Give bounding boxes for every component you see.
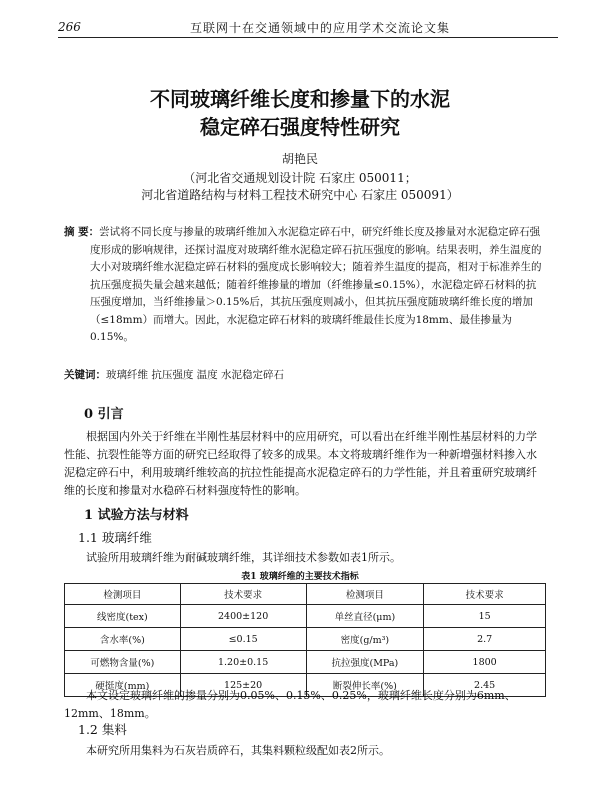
table-cell: 含水率(%)	[65, 628, 181, 651]
journal-title: 互联网十在交通领域中的应用学术交流论文集	[190, 21, 451, 35]
table-row	[65, 651, 546, 674]
section-1-2-paragraph: 本研究所用集料为石灰岩质碎石，其集料颗粒级配如表2所示。	[86, 744, 390, 757]
section-1-heading: 1 试验方法与材料	[84, 508, 189, 523]
table-cell: ≤0.15	[180, 628, 306, 651]
header-rule	[58, 37, 558, 38]
section-1-1-paragraph: 试验所用玻璃纤维为耐碱玻璃纤维，其详细技术参数如表1所示。	[86, 551, 401, 564]
table-cell: 2.45	[424, 674, 546, 697]
table-cell: 15	[424, 605, 546, 628]
table-cell: 硬挺度(mm)	[65, 674, 181, 697]
table-cell: 可燃物含量(%)	[65, 651, 181, 674]
section-1-1-heading: 1.1 玻璃纤维	[78, 530, 152, 545]
table-1-caption: 表1 玻璃纤维的主要技术指标	[241, 572, 359, 582]
section-1-2-heading: 1.2 集料	[78, 722, 127, 737]
table-header-cell: 技术要求	[180, 584, 306, 605]
affiliation-2: 河北省道路结构与材料工程技术研究中心 石家庄 050091）	[141, 188, 459, 202]
table-cell: 125±20	[180, 674, 306, 697]
table-cell: 1800	[424, 651, 546, 674]
table-cell: 单丝直径(μm)	[306, 605, 424, 628]
table-cell: 1.20±0.15	[180, 651, 306, 674]
table-cell: 2.7	[424, 628, 546, 651]
table-cell: 抗拉强度(MPa)	[306, 651, 424, 674]
paper-title-line-2: 稳定碎石强度特性研究	[200, 115, 400, 139]
page-number: 266	[58, 20, 81, 34]
keywords-text: 玻璃纤维 抗压强度 温度 水泥稳定碎石	[106, 369, 285, 381]
table-1	[64, 583, 546, 697]
table-cell: 2400±120	[180, 605, 306, 628]
table-row	[65, 605, 546, 628]
abstract-text: 尝试将不同长度与掺量的玻璃纤维加入水泥稳定碎石中，研究纤维长度及掺量对水泥稳定碎石强度形成的影响规律，还探讨温度对玻璃纤维水泥稳定碎石抗压强度的影响。结果表明，养生温度的大小对玻璃纤维水泥稳定碎石材料的强度成长影响较大；随着养生温度的提高，相对于标准养生的抗压强度损失量会越来越低；随着纤维掺量的增加（纤维掺量≤0.15%），水泥稳定碎石材料的抗压强度增加，当纤维掺量＞0.15%后，其抗压强度则减小，但其抗压强度随玻璃纤维长度的增加（≤18mm）而增大。因此，水泥稳定碎石材料的玻璃纤维最佳长度为18mm、最佳掺量为0.15%。	[90, 226, 542, 343]
keywords-label: 关键词：	[64, 369, 106, 381]
table-header-cell: 技术要求	[424, 584, 546, 605]
table-header-cell: 检测项目	[306, 584, 424, 605]
table-header-cell: 检测项目	[65, 584, 181, 605]
table-row	[65, 628, 546, 651]
abstract-label: 摘 要：	[64, 226, 100, 238]
keywords	[64, 367, 284, 382]
section-0-paragraph: 根据国内外关于纤维在半刚性基层材料中的应用研究，可以看出在纤维半刚性基层材料的力学性能、抗裂性能等方面的研究已经取得了较多的成果。本文将玻璃纤维作为一种新增强材料掺入水泥稳定碎石中，利用玻璃纤维较高的抗拉性能提高水泥稳定碎石的力学性能，并且着重研究玻璃纤维的长度和掺量对水稳碎石材料强度特性的影响。	[64, 430, 537, 497]
affiliation-1: （河北省交通规划设计院 石家庄 050011；	[183, 171, 417, 185]
table-cell: 线密度(tex)	[65, 605, 181, 628]
author: 胡艳民	[281, 152, 318, 166]
fiber-dosage-paragraph: 本文设定玻璃纤维的掺量分别为0.05%、0.15%、0.25%，玻璃纤维长度分别为6mm、12mm、18mm。	[64, 689, 516, 720]
paper-title-line-1: 不同玻璃纤维长度和掺量下的水泥	[150, 87, 450, 111]
section-0-heading: 0 引言	[84, 407, 124, 422]
table-cell: 密度(g/m³)	[306, 628, 424, 651]
table-cell: 断裂伸长率(%)	[306, 674, 424, 697]
abstract	[64, 224, 544, 347]
table-header-row	[65, 584, 546, 605]
